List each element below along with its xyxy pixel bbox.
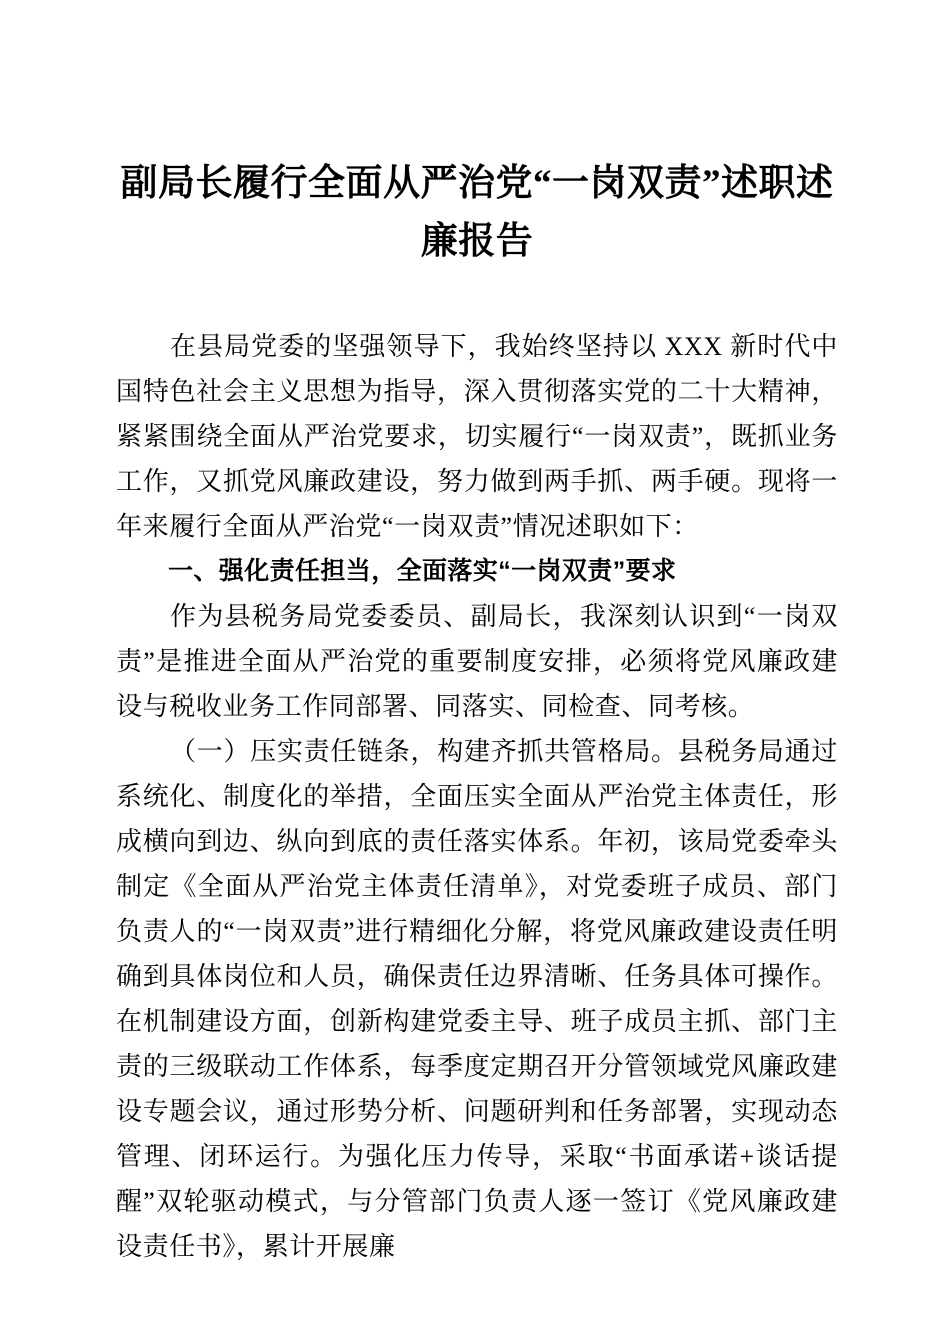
document-content (116, 0, 838, 1269)
paragraph-1: 作为县税务局党委委员、副局长，我深刻认识到“一岗双责”是推进全面从严治党的重要制度安排，必须将党风廉政建设与税收业务工作同部署、同落实、同检查、同考核。 (116, 602, 838, 721)
section-heading-1: 一、强化责任担当，全面落实“一岗双责”要求 (168, 557, 677, 585)
paragraph-2: （一）压实责任链条，构建齐抓共管格局。县税务局通过系统化、制度化的举措，全面压实全面从严治党主体责任，形成横向到边、纵向到底的责任落实体系。年初，该局党委牵头制定《全面从严治党主体责任清单》，对党委班子成员、部门负责人的“一岗双责”进行精细化分解，将党风廉政建设责任明确到具体岗位和人员，确保责任边界清晰、任务具体可操作。在机制建设方面，创新构建党委主导、班子成员主抓、部门主责的三级联动工作体系，每季度定期召开分管领域党风廉政建设专题会议，通过形势分析、问题研判和任务部署，实现动态管理、闭环运行。为强化压力传导，采取“书面承诺+谈话提醒”双轮驱动模式，与分管部门负责人逐一签订《党风廉政建设责任书》，累计开展廉 (116, 737, 838, 1261)
page-title-text: 副局长履行全面从严治党“一岗双责”述职述廉报告 (120, 163, 834, 262)
page-title (116, 0, 838, 271)
paragraph-intro: 在县局党委的坚强领导下，我始终坚持以 XXX 新时代中国特色社会主义思想为指导，深入贯彻落实党的二十大精神，紧紧围绕全面从严治党要求，切实履行“一岗双责”，既抓业务工作，又抓党风廉政建设，努力做到两手抓、两手硬。现将一年来履行全面从严治党“一岗双责”情况述职如下： (116, 332, 838, 541)
